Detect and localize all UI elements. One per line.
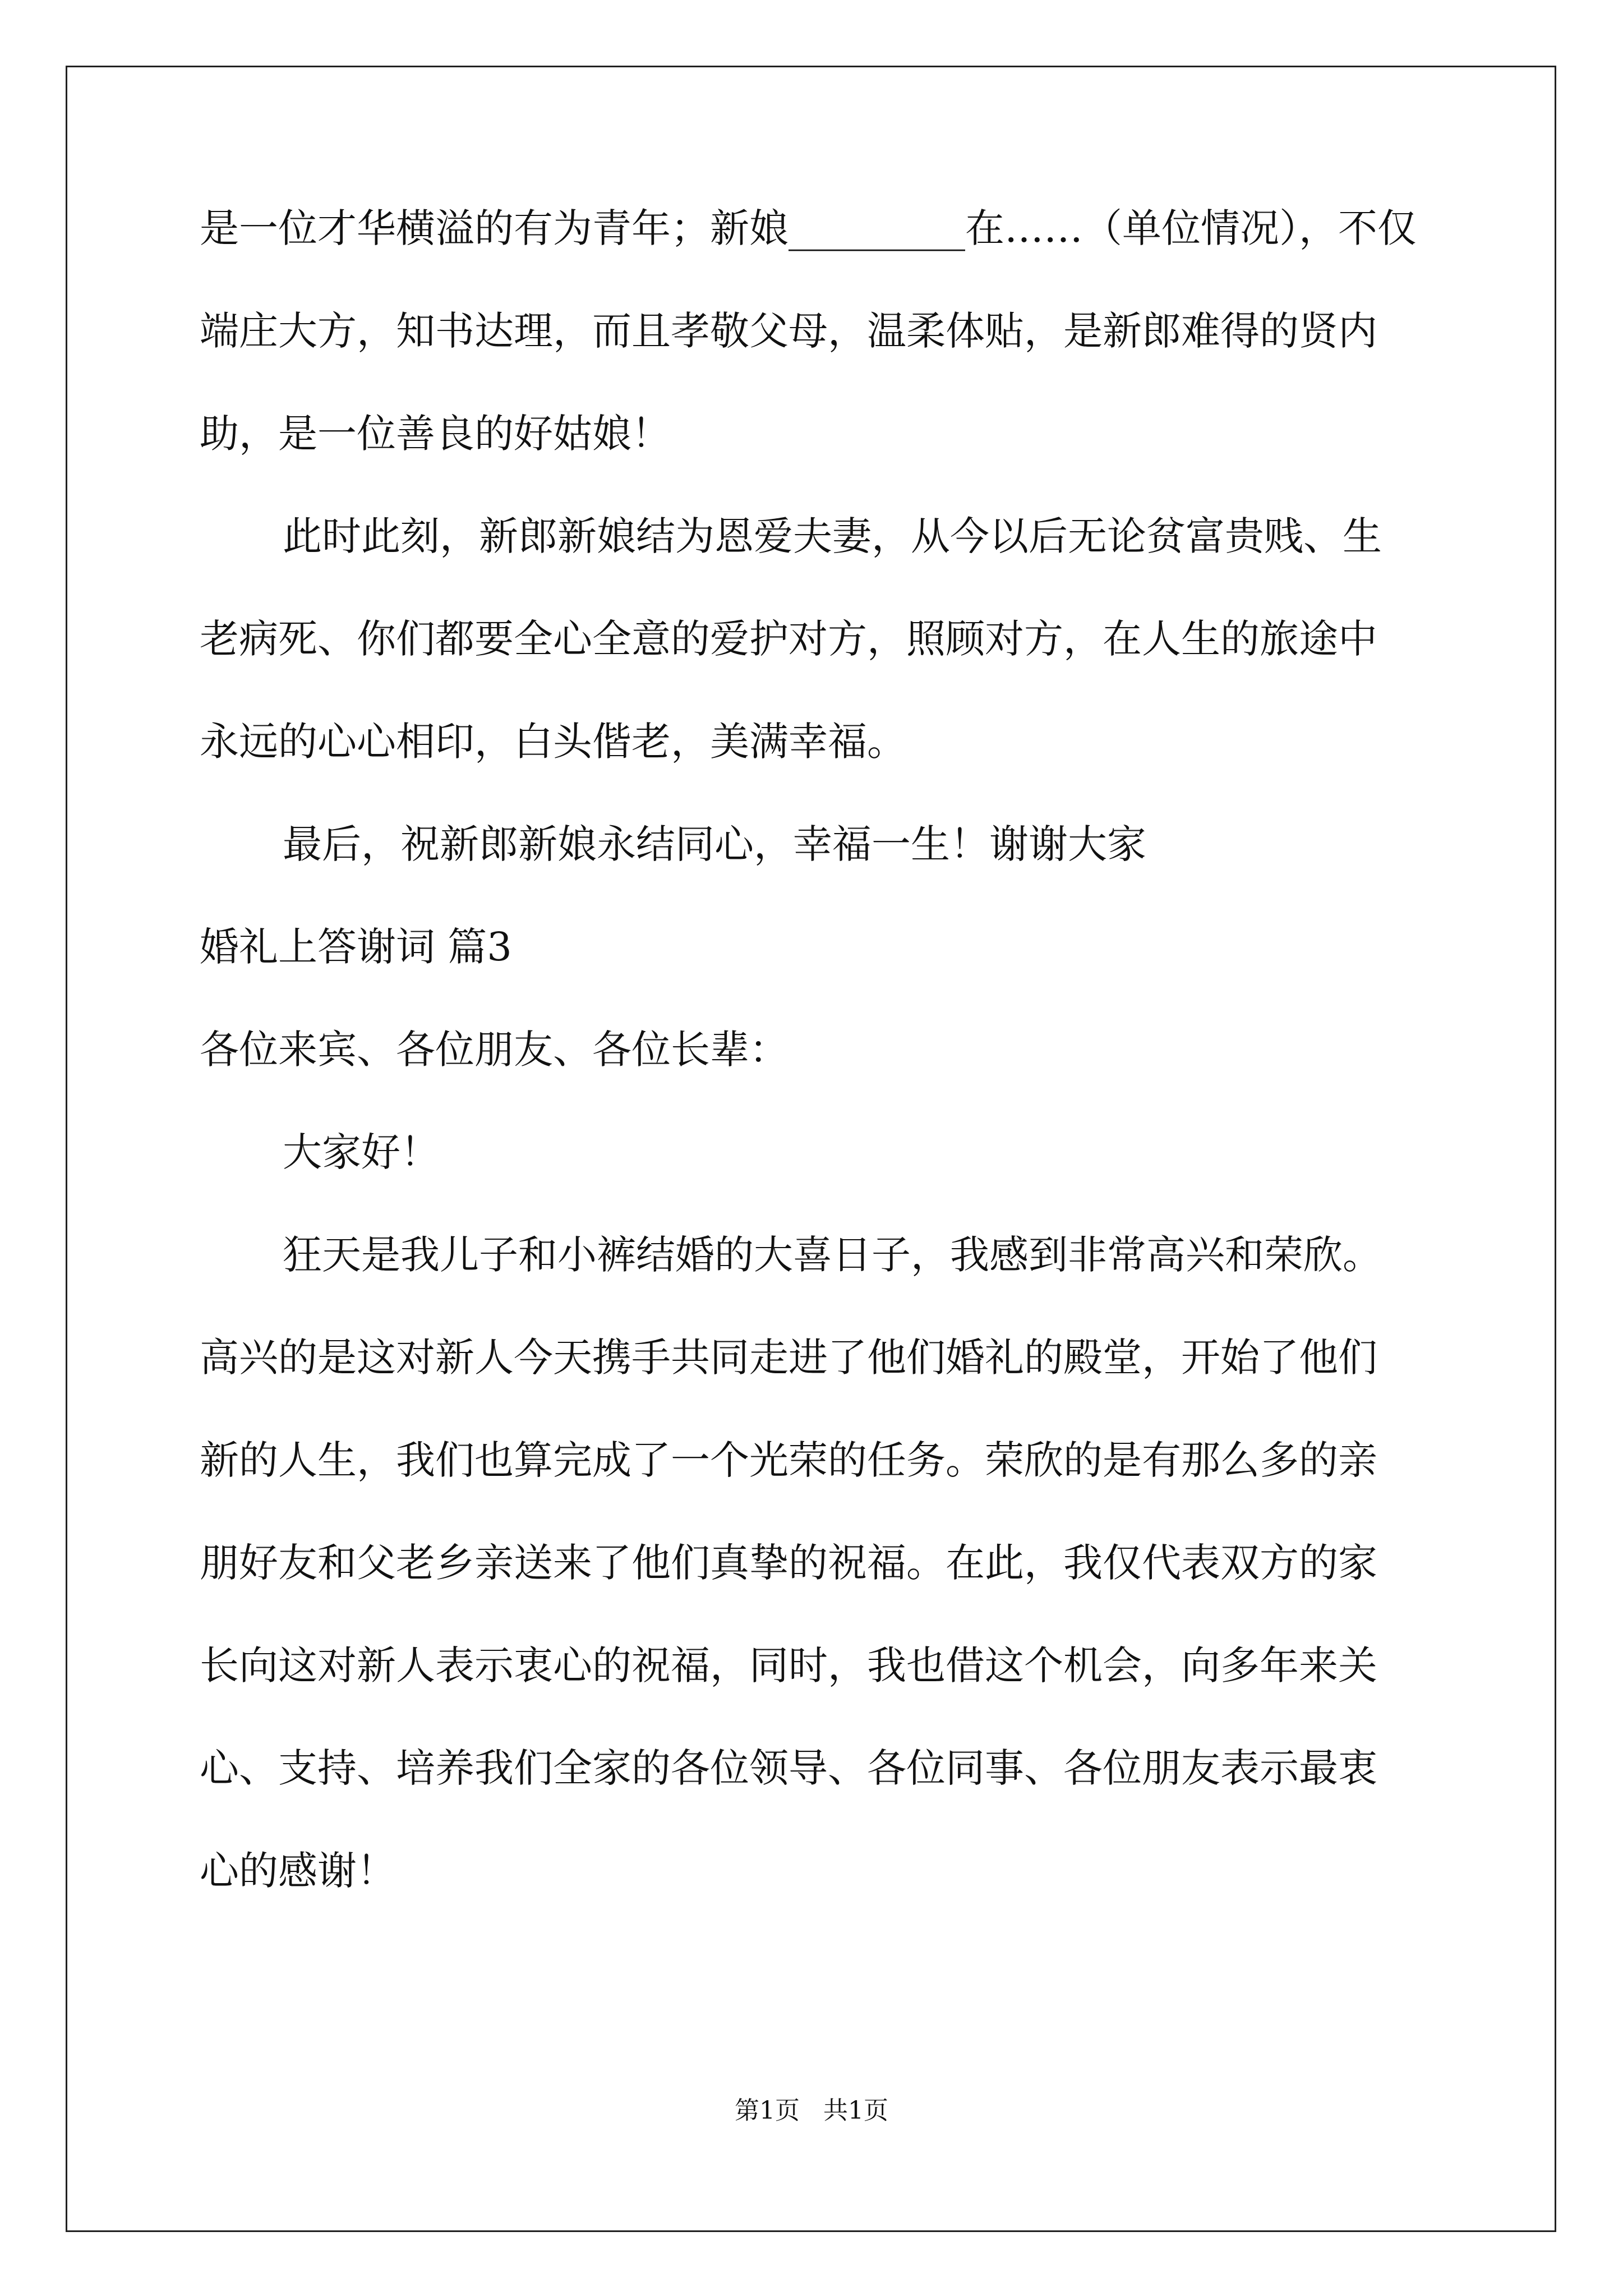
text-line: 朋好友和父老乡亲送来了他们真挚的祝福。在此，我仅代表双方的家	[200, 1540, 1377, 1586]
salutation: 各位来宾、各位朋友、各位长辈：	[200, 1027, 789, 1073]
text-line: 端庄大方，知书达理，而且孝敬父母，温柔体贴，是新郎难得的贤内	[200, 308, 1377, 354]
text-line: 长向这对新人表示衷心的祝福，同时，我也借这个机会，向多年来关	[200, 1642, 1377, 1688]
text-line: 高兴的是这对新人今天携手共同走进了他们婚礼的殿堂，开始了他们	[200, 1335, 1377, 1381]
text-line: 新的人生，我们也算完成了一个光荣的任务。荣欣的是有那么多的亲	[200, 1437, 1377, 1483]
paragraph-start: 最后，祝新郎新娘永结同心，幸福一生！谢谢大家	[283, 821, 1146, 867]
text-line: 心的感谢！	[200, 1848, 396, 1894]
greeting: 大家好！	[283, 1129, 440, 1175]
text-line: 心、支持、培养我们全家的各位领导、各位同事、各位朋友表示最衷	[200, 1745, 1377, 1791]
paragraph-start: 狂天是我儿子和小裤结婚的大喜日子，我感到非常高兴和荣欣。	[283, 1232, 1382, 1278]
text-line: 助，是一位善良的好姑娘！	[200, 411, 671, 457]
paragraph-start: 此时此刻，新郎新娘结为恩爱夫妻，从今以后无论贫富贵贱、生	[283, 513, 1382, 559]
text-line: 永远的心心相印，白头偕老，美满幸福。	[200, 719, 906, 765]
text-line: 老病死、你们都要全心全意的爱护对方，照顾对方，在人生的旅途中	[200, 616, 1377, 662]
text-line: 是一位才华横溢的有为青年；新娘_________在……（单位情况），不仅	[200, 205, 1417, 251]
section-heading: 婚礼上答谢词 篇3	[200, 924, 512, 970]
page-number: 第1页 共1页	[735, 2096, 888, 2125]
